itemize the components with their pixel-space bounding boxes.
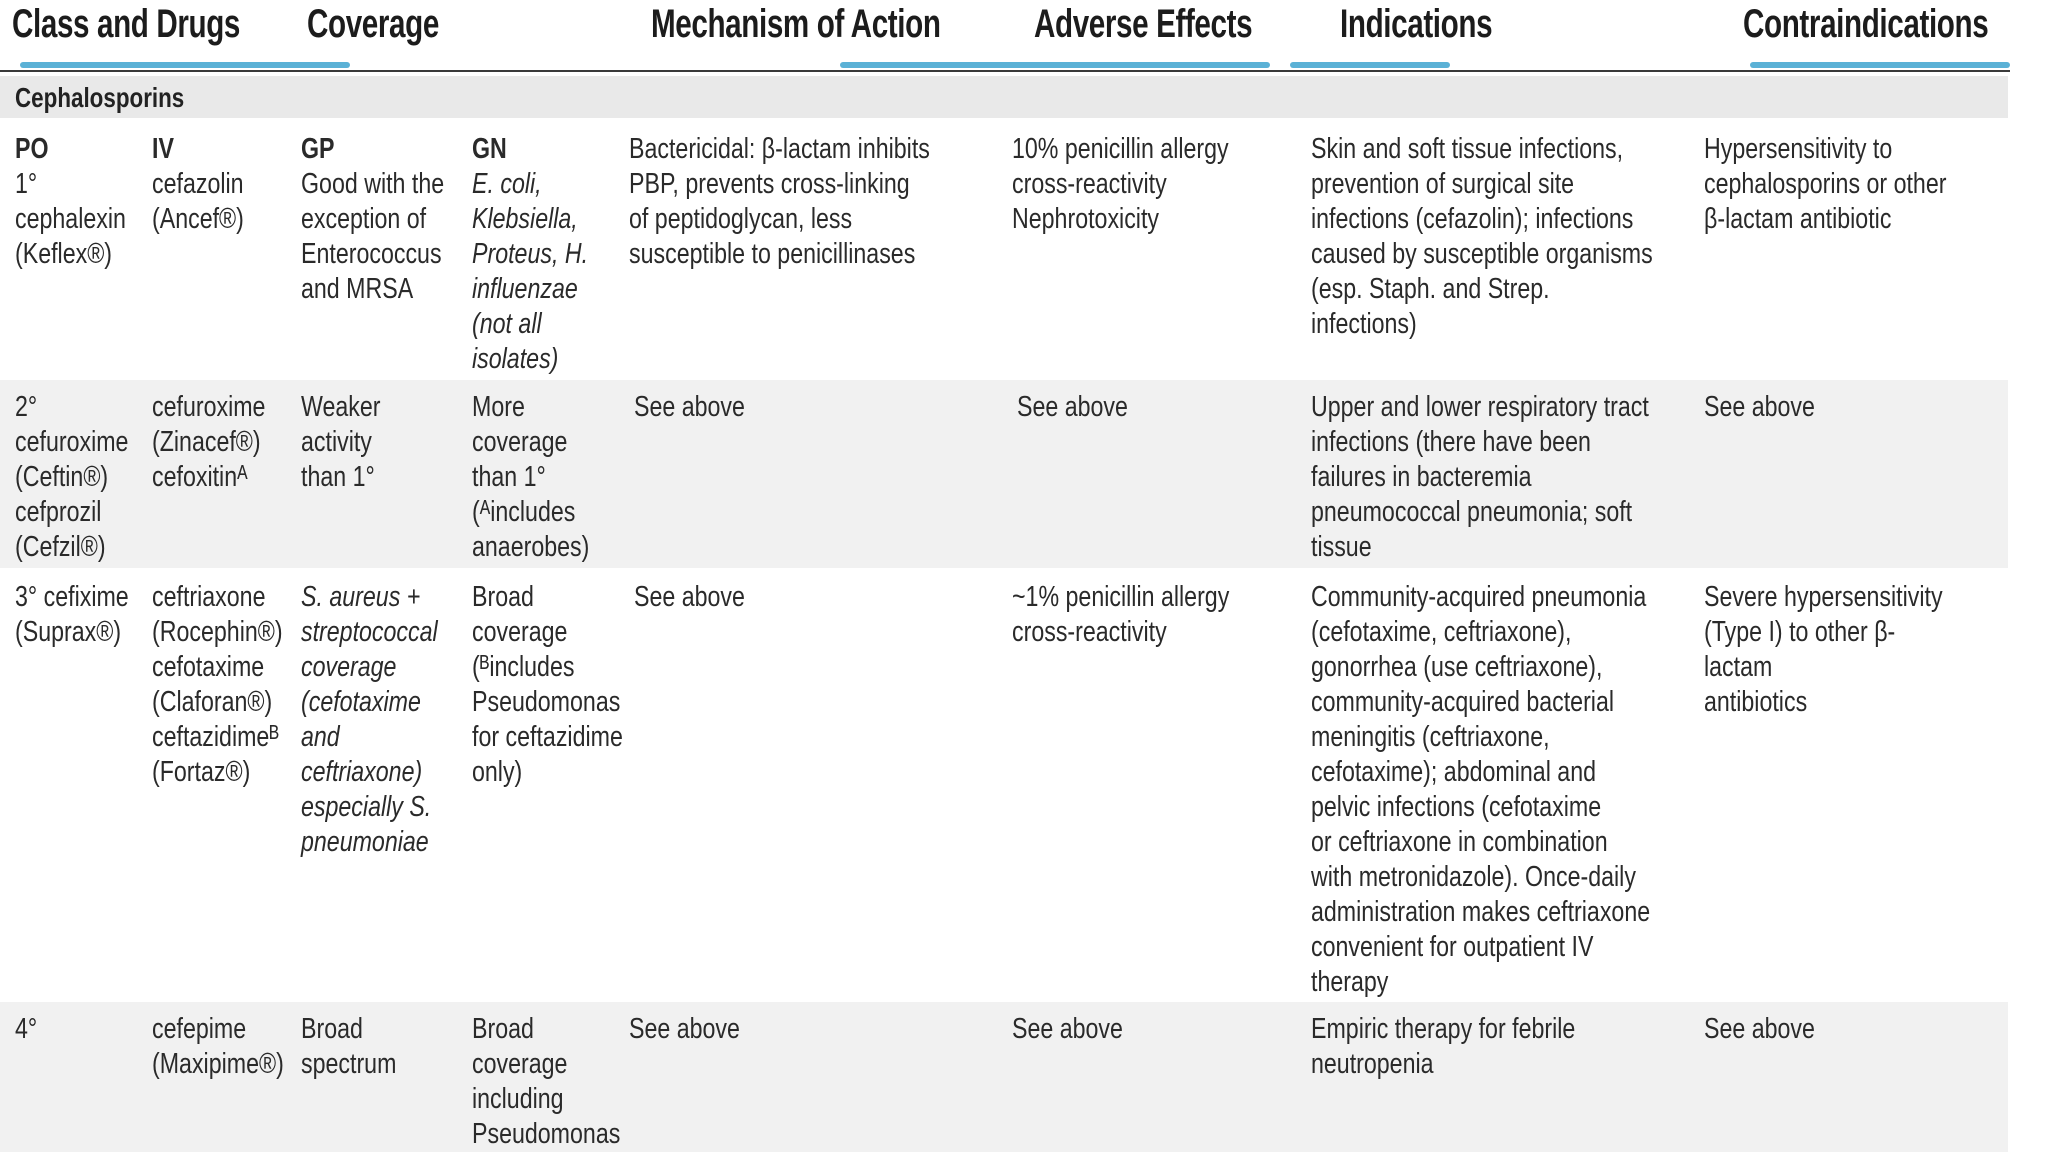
cell-iv: cefuroxime (Zinacef®) cefoxitinᴬ	[152, 391, 266, 493]
cell-gn: Broad coverage including Pseudomonas	[472, 1013, 621, 1150]
cell-iv: ceftriaxone (Rocephin®) cefotaxime (Claforan®) ceftazidimeᴮ (Fortaz®)	[152, 581, 283, 788]
header-rule	[0, 70, 2010, 72]
subheader-iv: IV	[152, 133, 174, 165]
header-indications: Indications	[1340, 2, 1493, 46]
cell-iv: cefepime (Maxipime®)	[152, 1013, 284, 1080]
cell-po: 4°	[15, 1013, 38, 1045]
cell-indications: Empiric therapy for febrile neutropenia	[1311, 1013, 1576, 1080]
cell-indications: Upper and lower respiratory tract infections (there have been failures in bacteremia pneumococcal pneumonia; soft tissue	[1311, 391, 1649, 563]
cell-po: 1° cephalexin (Keflex®)	[15, 168, 126, 270]
cell-mechanism: Bactericidal: β-lactam inhibits PBP, prevents cross-linking of peptidoglycan, less susceptible to penicillinases	[629, 133, 930, 270]
header-accent-swoosh	[840, 62, 1270, 68]
cell-gp: Weaker activity than 1°	[301, 391, 381, 493]
cell-gn: E. coli, Klebsiella, Proteus, H. influenzae (not all isolates)	[472, 168, 589, 375]
cell-adverse: See above	[1012, 1013, 1123, 1045]
cell-adverse: See above	[1017, 391, 1128, 423]
cell-gp: Good with the exception of Enterococcus and MRSA	[301, 168, 445, 305]
cell-po: 2° cefuroxime (Ceftin®) cefprozil (Cefzil®)	[15, 391, 129, 563]
cell-indications: Community-acquired pneumonia (cefotaxime, ceftriaxone), gonorrhea (use ceftriaxone), community-acquired bacterial meningitis (ceftriaxone, cefotaxime); abdominal and pelvic infections (cefotaxime or ceftriaxone in combination with metronidazole). Once-daily administration makes ceftriaxone convenient for outpatient IV therapy	[1311, 581, 1651, 998]
table-row	[0, 1002, 2008, 1152]
section-bar-cephalosporins	[0, 76, 2008, 118]
cell-adverse: 10% penicillin allergy cross-reactivity Nephrotoxicity	[1012, 133, 1229, 235]
cell-adverse: ~1% penicillin allergy cross-reactivity	[1012, 581, 1230, 648]
cell-indications: Skin and soft tissue infections, prevention of surgical site infections (cefazolin); infections caused by susceptible organisms (esp. Staph. and Strep. infections)	[1311, 133, 1653, 340]
header-class-drugs: Class and Drugs	[12, 2, 241, 46]
cell-mechanism: See above	[634, 581, 745, 613]
cell-mechanism: See above	[634, 391, 745, 423]
column-header-band	[0, 0, 2048, 72]
table-row	[0, 120, 2008, 378]
cell-iv: cefazolin (Ancef®)	[152, 168, 244, 235]
cell-contraindications: Hypersensitivity to cephalosporins or other β-lactam antibiotic	[1704, 133, 1947, 235]
header-coverage: Coverage	[307, 2, 439, 46]
cell-gp: Broad spectrum	[301, 1013, 397, 1080]
header-contraindications: Contraindications	[1743, 2, 1989, 46]
cell-contraindications: See above	[1704, 1013, 1815, 1045]
header-accent-swoosh	[1290, 62, 1450, 68]
table-row	[0, 380, 2008, 568]
cell-contraindications: See above	[1704, 391, 1815, 423]
cell-mechanism: See above	[629, 1013, 740, 1045]
subheader-gp: GP	[301, 133, 335, 165]
cell-gn: Broad coverage (ᴮincludes Pseudomonas for ceftazidime only)	[472, 581, 623, 788]
section-title: Cephalosporins	[15, 82, 185, 113]
cell-gn: More coverage than 1° (ᴬincludes anaerobes)	[472, 391, 590, 563]
table-row	[0, 570, 2008, 1000]
cell-contraindications: Severe hypersensitivity (Type I) to other β-lactam antibiotics	[1704, 581, 1943, 718]
cell-gp: S. aureus + streptococcal coverage (cefotaxime and ceftriaxone) especially S. pneumoniae	[301, 581, 438, 858]
subheader-po: PO	[15, 133, 49, 165]
header-accent-swoosh	[1750, 62, 2010, 68]
header-mechanism: Mechanism of Action	[651, 2, 941, 46]
subheader-gn: GN	[472, 133, 507, 165]
header-accent-swoosh	[20, 62, 350, 68]
cell-po: 3° cefixime (Suprax®)	[15, 581, 129, 648]
header-adverse-effects: Adverse Effects	[1034, 2, 1253, 46]
